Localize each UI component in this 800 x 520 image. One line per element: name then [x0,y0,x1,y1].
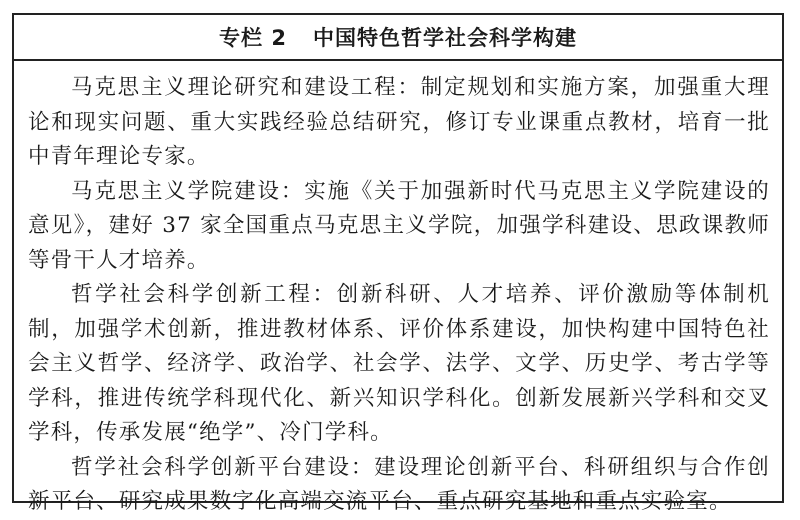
column-box [12,13,784,514]
paragraph-innovation-platform: 哲学社会科学创新平台建设：建设理论创新平台、科研组织与合作创新平台、研究成果数字化高端交流平台、重点研究基地和重点实验室。 [28,454,770,514]
paragraph-marxism-school: 马克思主义学院建设：实施《关于加强新时代马克思主义学院建设的意见》，建好 37 家全国重点马克思主义学院，加强学科建设、思政课教师等骨干人才培养。 [28,178,770,273]
column-label: 专栏 2 [219,26,287,50]
column-body [14,61,782,520]
paragraph-innovation-project: 哲学社会科学创新工程：创新科研、人才培养、评价激励等体制机制，加强学术创新，推进教材体系、评价体系建设，加快构建中国特色社会主义哲学、经济学、政治学、社会学、法学、文学、历史学、考古学等学科，推进传统学科现代化、新兴知识学科化。创新发展新兴学科和交叉学科，传承发展“绝学”、冷门学科。 [28,282,770,445]
column-header [14,15,782,61]
column-title: 中国特色哲学社会科学构建 [312,26,577,50]
paragraph-marxism-project: 马克思主义理论研究和建设工程：制定规划和实施方案，加强重大理论和现实问题、重大实践经验总结研究，修订专业课重点教材，培育一批中青年理论专家。 [28,75,770,169]
